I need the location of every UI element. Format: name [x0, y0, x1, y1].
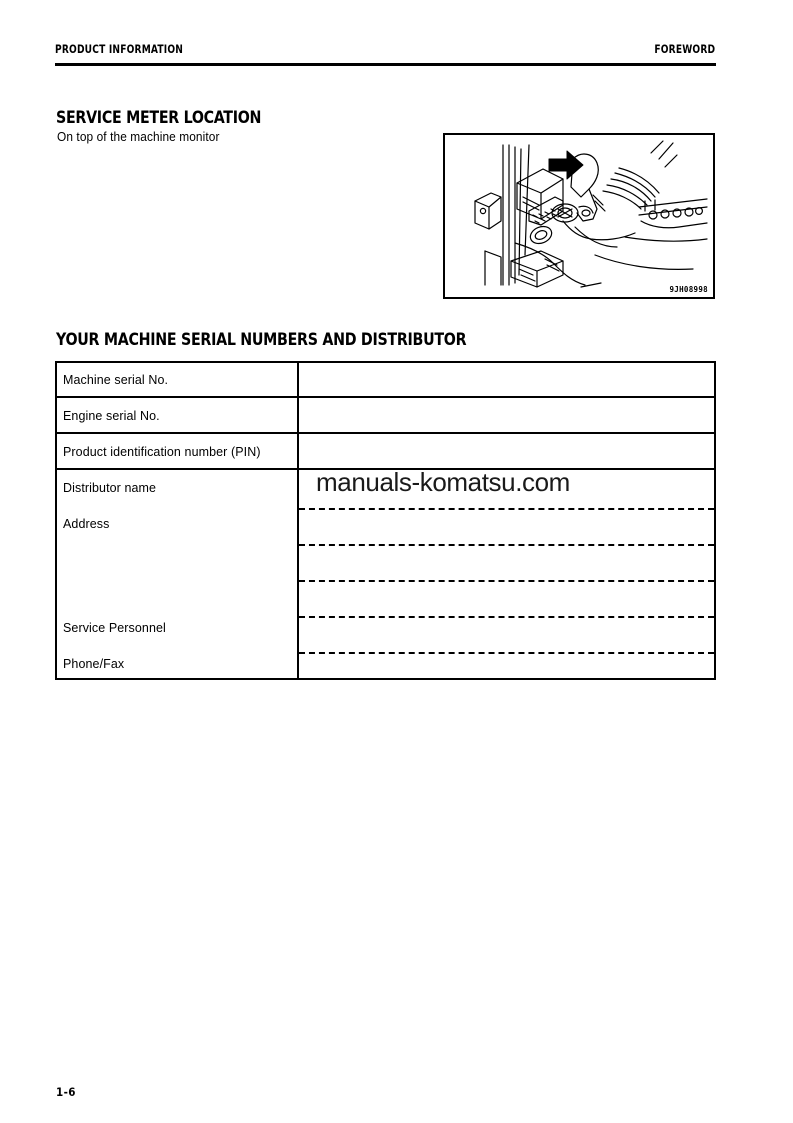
- figure-reference-code: 9JH08998: [669, 285, 708, 294]
- section-heading-serial-numbers: YOUR MACHINE SERIAL NUMBERS AND DISTRIBUTOR: [56, 330, 467, 350]
- header-divider-rule: [55, 63, 716, 66]
- section-heading-service-meter: SERVICE METER LOCATION: [56, 108, 262, 128]
- page-number: 1-6: [56, 1085, 76, 1099]
- table-dashed-divider: [299, 544, 714, 546]
- running-header: [55, 42, 715, 62]
- table-row-divider: [57, 396, 714, 398]
- table-label-service-personnel: Service Personnel: [63, 620, 166, 635]
- table-label-product-identification-number: Product identification number (PIN): [63, 444, 261, 459]
- table-label-address: Address: [63, 516, 110, 531]
- excavator-cab-line-drawing: [445, 135, 713, 297]
- table-label-phone-fax: Phone/Fax: [63, 656, 125, 671]
- table-label-machine-serial-no: Machine serial No.: [63, 372, 169, 387]
- table-dashed-divider: [299, 580, 714, 582]
- service-meter-illustration: [443, 133, 715, 299]
- serial-numbers-table: [55, 361, 716, 680]
- site-watermark: manuals-komatsu.com: [316, 467, 570, 497]
- table-dashed-divider: [299, 652, 714, 654]
- table-dashed-divider: [299, 508, 714, 510]
- header-section-label: PRODUCT INFORMATION: [55, 42, 184, 56]
- table-label-distributor-name: Distributor name: [63, 480, 157, 495]
- table-column-divider: [297, 363, 299, 678]
- table-dashed-divider: [299, 616, 714, 618]
- header-chapter-label: FOREWORD: [654, 42, 715, 56]
- service-meter-subtitle: On top of the machine monitor: [57, 130, 220, 144]
- table-row-divider: [57, 432, 714, 434]
- table-label-engine-serial-no: Engine serial No.: [63, 408, 160, 423]
